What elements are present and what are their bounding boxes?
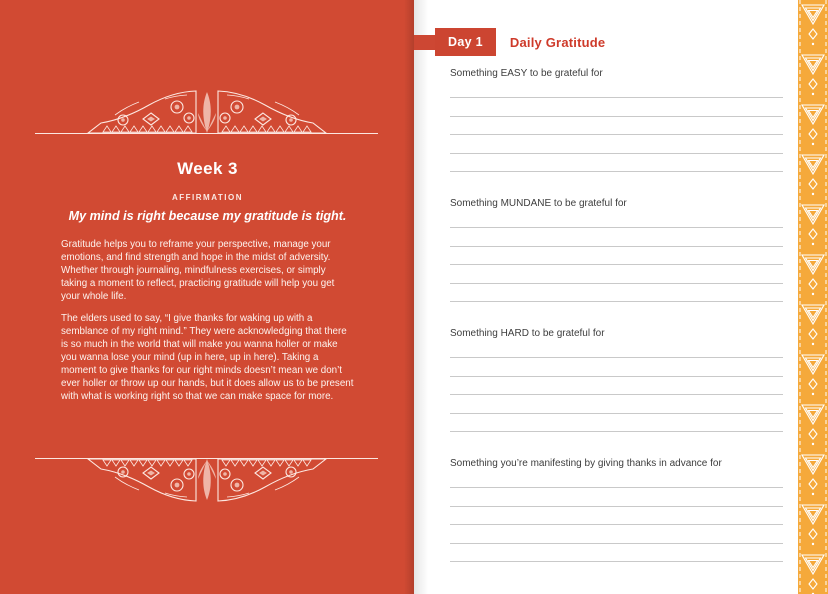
damask-ornament-mirrored-icon	[85, 459, 329, 507]
prompt-section-mundane	[450, 198, 783, 302]
week-title: Week 3	[177, 159, 238, 178]
writing-line	[450, 358, 783, 376]
prompt-section-hard	[450, 328, 783, 432]
prompt-label: Something you’re manifesting by giving thanks in advance for	[450, 458, 722, 469]
writing-line	[450, 525, 783, 543]
writing-line	[450, 544, 783, 562]
writing-line	[450, 284, 783, 302]
writing-line	[450, 395, 783, 413]
day-badge-tab	[414, 35, 435, 50]
left-page-content	[61, 159, 354, 412]
writing-line	[450, 210, 783, 228]
prompt-label: Something EASY to be grateful for	[450, 68, 603, 79]
writing-line	[450, 488, 783, 506]
right-page	[414, 0, 828, 594]
writing-line	[450, 470, 783, 488]
damask-ornament-icon	[85, 85, 329, 133]
writing-line	[450, 117, 783, 135]
writing-line	[450, 135, 783, 153]
writing-line	[450, 265, 783, 283]
prompt-label: Something HARD to be grateful for	[450, 328, 605, 339]
writing-line	[450, 507, 783, 525]
elders-paragraph: The elders used to say, “I give thanks for waking up with a semblance of my right mind.” They were acknowledging that there is so much in the world that will make you wanna holler or make you wanna lose your mind (up in here, up in here). Taking a moment to give thanks for our right minds doesn’t mean we don’t ever holler or throw up our hands, but it does allow us to be present with what is working right so that we can make space for more.	[61, 313, 354, 402]
writing-line	[450, 98, 783, 116]
writing-line	[450, 80, 783, 98]
writing-line	[450, 247, 783, 265]
day-badge: Day 1	[435, 28, 496, 56]
writing-line	[450, 340, 783, 358]
prompt-section-easy	[450, 68, 783, 172]
top-divider-line	[35, 133, 378, 134]
writing-line	[450, 228, 783, 246]
affirmation-label: AFFIRMATION	[171, 193, 243, 202]
day-header	[414, 28, 605, 56]
writing-line	[450, 154, 783, 172]
prompt-section-manifesting	[450, 458, 783, 562]
prompt-label: Something MUNDANE to be grateful for	[450, 198, 627, 209]
affirmation-text: My mind is right because my gratitude is tight.	[68, 209, 347, 223]
writing-line	[450, 414, 783, 432]
intro-paragraph: Gratitude helps you to reframe your perspective, manage your emotions, and find strength and hope in the midst of adversity. Whether through journaling, mindfulness exercises, or simply taking a moment to reflect, practicing gratitude will help you get your whole life.	[61, 239, 335, 302]
writing-line	[450, 377, 783, 395]
gold-border-band-icon	[798, 0, 828, 594]
page-title: Daily Gratitude	[509, 34, 606, 50]
